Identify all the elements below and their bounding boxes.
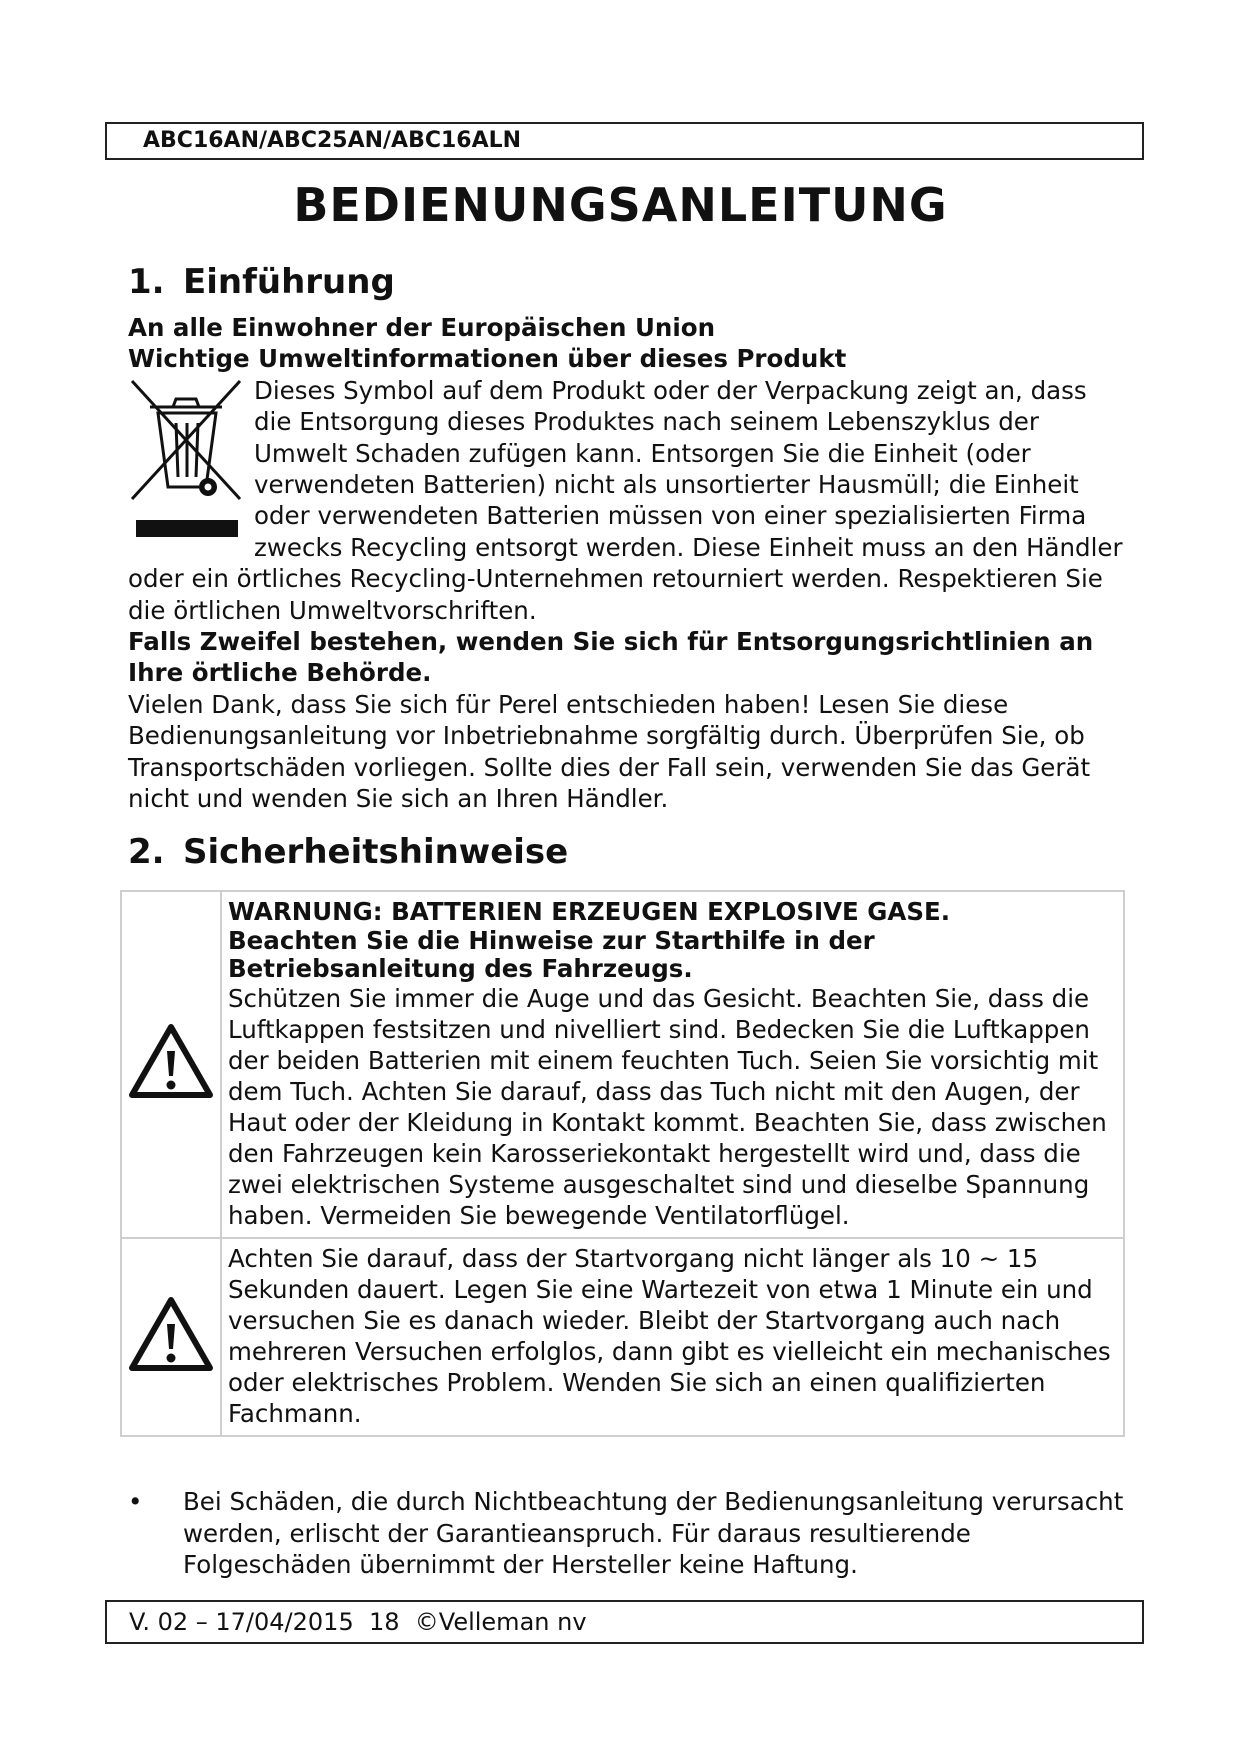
section-1-title: Einführung — [183, 262, 395, 302]
jump-start-note: Beachten Sie die Hinweise zur Starthilfe in der Betriebsanleitung des Fahrzeugs. — [228, 926, 875, 983]
section-2-number: 2. — [128, 832, 165, 872]
warning-icon-cell — [121, 891, 221, 1238]
disposal-doubt-note: Falls Zweifel bestehen, wenden Sie sich für Entsorgungsrichtlinien an Ihre örtliche Behörde. — [128, 627, 1094, 688]
environment-info-heading: Wichtige Umweltinformationen über dieses Produkt — [128, 344, 847, 374]
warning-row — [121, 891, 1124, 1238]
eu-residents-heading: An alle Einwohner der Europäischen Union — [128, 313, 716, 342]
model-numbers: ABC16AN/ABC25AN/ABC16ALN — [143, 128, 522, 153]
warning-icon-cell — [121, 1238, 221, 1436]
warning-text: Schützen Sie immer die Auge und das Gesicht. Beachten Sie, dass die Luftkappen festsitzen und nivelliert sind. Bedecken Sie die Luftkappen der beiden Batterien mit einem feuchten Tuch. Seien Sie vorsichtig mit dem Tuch. Achten Sie darauf, dass das Tuch nicht mit den Augen, der Haut oder der Kleidung in Kontakt kommt. Beachten Sie, dass zwischen den Fahrzeugen kein Karosseriekontakt hergestellt wird und, dass die zwei elektrischen Systeme ausgeschaltet sind und dieselbe Spannung haben. Vermeiden Sie bewegende Ventilatorflügel. — [228, 984, 1107, 1230]
section-2-heading — [128, 832, 568, 872]
safety-warnings-table — [120, 890, 1125, 1437]
thank-you-paragraph: Vielen Dank, dass Sie sich für Perel entschieden haben! Lesen Sie diese Bedienungsanleitung vor Inbetriebnahme sorgfältig durch. Überprüfen Sie, ob Transportschäden vorliegen. Sollte dies der Fall sein, verwenden Sie das Gerät nicht und wenden Sie sich an Ihren Händler. — [128, 689, 1091, 814]
starting-duration-warning: Achten Sie darauf, dass der Startvorgang nicht länger als 10 ~ 15 Sekunden dauert. Legen Sie eine Wartezeit von etwa 1 Minute ein und versuchen Sie es danach wieder. Bleibt der Startvorgang auch nach mehreren Versuchen erfolglos, dann gibt es vielleicht ein mechanisches oder elektrisches Problem. Wenden Sie sich an einen qualifizierten Fachmann. — [228, 1244, 1111, 1428]
document-title: BEDIENUNGSANLEITUNG — [293, 178, 948, 232]
environment-paragraph: Dieses Symbol auf dem Produkt oder der Verpackung zeigt an, dass die Entsorgung dieses Produktes nach seinem Lebenszyklus der Umwelt Schaden zufügen kann. Entsorgen Sie die Einheit (oder verwendeten Batterien) nicht als unsortierter Hausmüll; die Einheit oder verwendeten Batterien müssen von einer spezialisierten Firma zwecks Recycling entsorgt werden. Diese Einheit muss an den Händler oder ein örtliches Recycling-Unternehmen retourniert werden. Respektieren Sie die örtlichen Umweltvorschriften. — [128, 375, 1123, 625]
notes-bullet-list — [128, 1486, 1128, 1581]
warranty-note: Bei Schäden, die durch Nichtbeachtung der Bedienungsanleitung verursacht werden, erlischt der Garantieanspruch. Für daraus resultierende Folgeschäden übernimmt der Hersteller keine Haftung. — [183, 1487, 1124, 1579]
warning-triangle-icon — [126, 1021, 216, 1101]
section-2-title: Sicherheitshinweise — [183, 832, 569, 872]
bullet-icon: • — [128, 1487, 143, 1516]
section-1-body — [128, 312, 1128, 815]
warning-triangle-icon — [126, 1294, 216, 1374]
footer-box — [105, 1600, 1144, 1644]
explosive-gas-warning: WARNUNG: BATTERIEN ERZEUGEN EXPLOSIVE GASE. — [228, 897, 951, 926]
warning-text-cell — [221, 891, 1124, 1238]
section-1-heading — [128, 262, 395, 302]
list-item — [128, 1486, 1128, 1581]
section-1-number: 1. — [128, 262, 165, 302]
crossed-out-wheelie-bin-icon — [128, 377, 244, 557]
footer-version: V. 02 – 17/04/2015 18 ©Velleman nv — [129, 1608, 587, 1636]
warning-text-cell — [221, 1238, 1124, 1436]
header-model-box — [105, 122, 1144, 160]
warning-row — [121, 1238, 1124, 1436]
